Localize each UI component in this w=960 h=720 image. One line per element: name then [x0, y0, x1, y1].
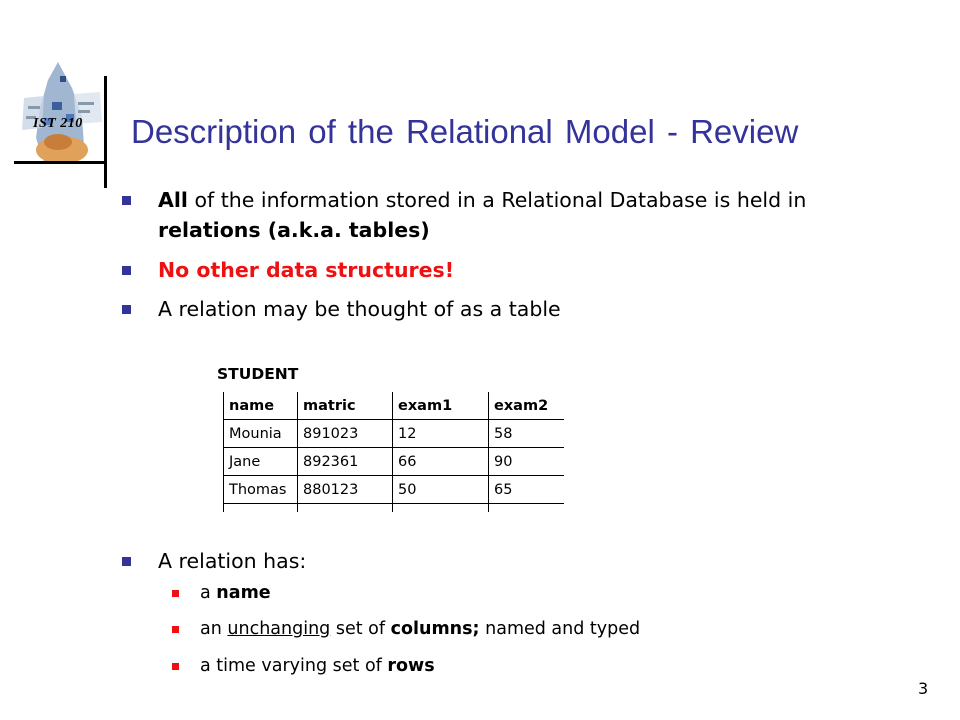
- bullet-1-line2: relations (a.k.a. tables): [158, 218, 430, 242]
- table-header-cell: exam2: [489, 392, 565, 420]
- sub-bullet-text-1: [200, 581, 271, 605]
- bullet-text-2: No other data structures!: [158, 258, 455, 282]
- page-number: 3: [918, 679, 929, 698]
- table-cell: [224, 504, 298, 513]
- bullet-icon: [122, 557, 131, 566]
- relation-has-heading: A relation has:: [158, 549, 307, 573]
- table-header-cell: name: [224, 392, 298, 420]
- table-cell: Jane: [224, 448, 298, 476]
- table-cell: 90: [489, 448, 565, 476]
- table-cell: 50: [393, 476, 489, 504]
- course-logo: [14, 58, 106, 170]
- table-cell: 12: [393, 420, 489, 448]
- table-row: [224, 420, 565, 448]
- table-row: [224, 476, 565, 504]
- logo-label: IST 210: [33, 116, 83, 131]
- sub-bullet-icon: [172, 663, 179, 670]
- sub-2-pre: an: [200, 619, 228, 639]
- table-cell: 892361: [298, 448, 393, 476]
- table-cell: 891023: [298, 420, 393, 448]
- bullet-icon: [122, 305, 131, 314]
- table-cell: [298, 504, 393, 513]
- sub-3-pre: a time varying set of: [200, 656, 388, 676]
- table-cell: 66: [393, 448, 489, 476]
- logo-horizontal-divider: [14, 161, 107, 164]
- logo-collage-icon: [14, 58, 106, 170]
- table-caption: STUDENT: [217, 365, 299, 383]
- table-cell: Thomas: [224, 476, 298, 504]
- sub-2-post: named and typed: [479, 619, 641, 639]
- table-cell: [393, 504, 489, 513]
- student-table: [223, 392, 564, 512]
- sub-1-bold: name: [216, 583, 271, 603]
- logo-vertical-divider: [104, 76, 107, 188]
- table-cell: 58: [489, 420, 565, 448]
- table-cell: [489, 504, 565, 513]
- bullet-text-3: A relation may be thought of as a table: [158, 297, 561, 321]
- sub-1-pre: a: [200, 583, 217, 603]
- table-empty-row: [224, 504, 565, 513]
- sub-2-underline: unchanging: [227, 619, 331, 639]
- table-cell: Mounia: [224, 420, 298, 448]
- slide-title: Description of the Relational Model - Review: [131, 113, 799, 150]
- table-cell: 65: [489, 476, 565, 504]
- table-header-row: [224, 392, 565, 420]
- sub-bullet-icon: [172, 626, 179, 633]
- bullet-text-1: [158, 185, 806, 245]
- table-header-cell: exam1: [393, 392, 489, 420]
- sub-bullet-text-2: [200, 617, 640, 641]
- table-cell: 880123: [298, 476, 393, 504]
- sub-2-mid: set of: [330, 619, 391, 639]
- bullet-icon: [122, 196, 131, 205]
- bullet-1-bold: All: [158, 188, 188, 212]
- bullet-icon: [122, 266, 131, 275]
- sub-bullet-text-3: [200, 654, 435, 678]
- sub-bullet-icon: [172, 590, 179, 597]
- sub-3-bold: rows: [387, 656, 435, 676]
- table-row: [224, 448, 565, 476]
- table-header-cell: matric: [298, 392, 393, 420]
- bullet-1-rest: of the information stored in a Relational Database is held in: [187, 188, 807, 212]
- sub-2-bold: columns;: [390, 619, 480, 639]
